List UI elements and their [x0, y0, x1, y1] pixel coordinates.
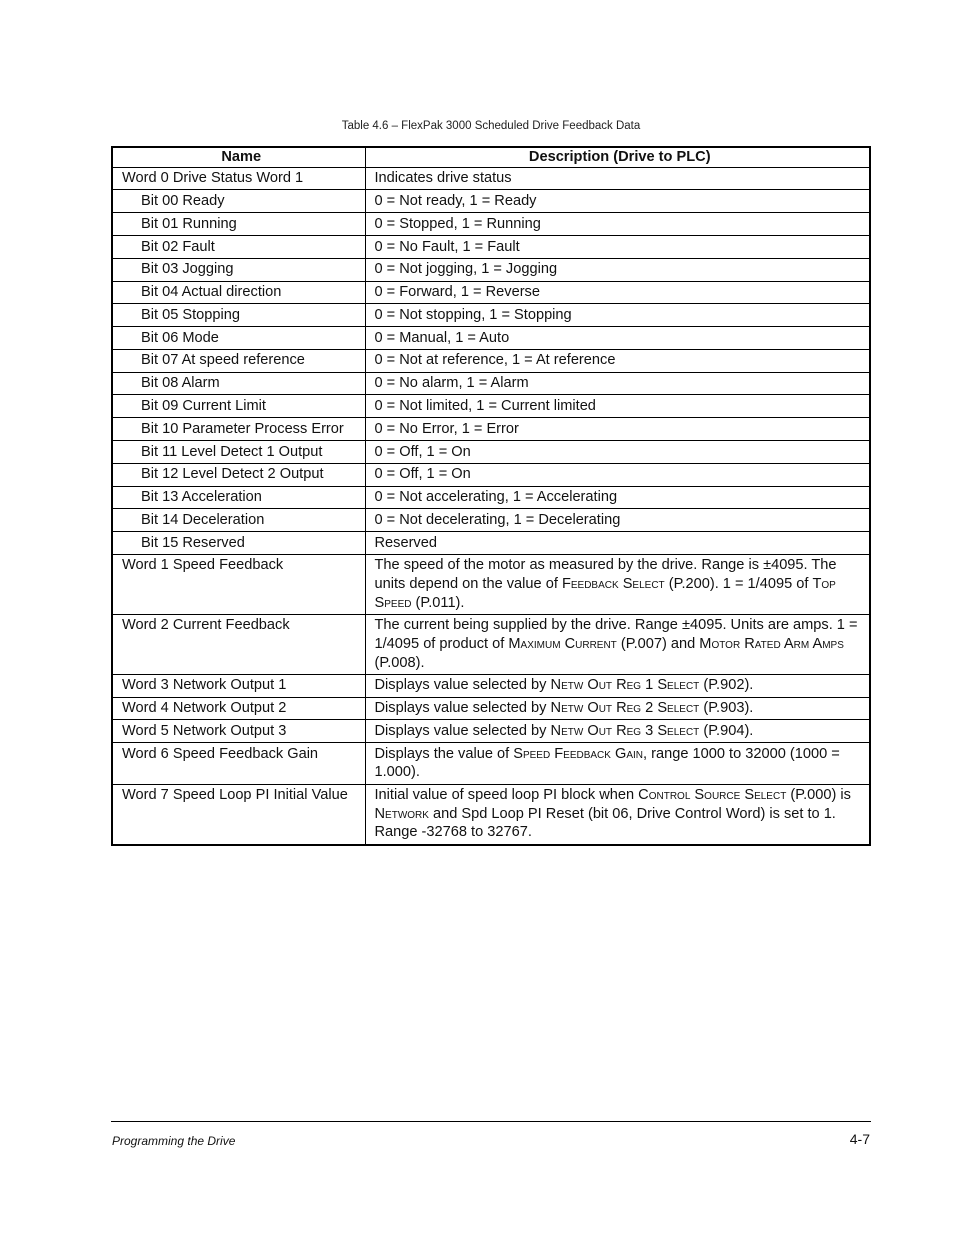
- description-text: (P.904).: [699, 722, 754, 739]
- parameter-name: Netw Out Reg: [550, 722, 642, 739]
- row-name-cell: Bit 13 Acceleration: [112, 486, 365, 509]
- description-text: 3: [641, 722, 658, 739]
- description-text: 0 = Not jogging, 1 = Jogging: [374, 261, 558, 278]
- parameter-name: Network: [374, 805, 429, 822]
- row-description-cell: [365, 167, 870, 190]
- row-name-cell: Word 6 Speed Feedback Gain: [112, 743, 365, 784]
- description-text: Displays value selected by: [374, 700, 551, 717]
- description-text: Displays the value of: [374, 745, 514, 762]
- parameter-name: Motor Rated Arm Amps: [699, 636, 844, 653]
- row-description-cell: [365, 281, 870, 304]
- description-text: 0 = No Error, 1 = Error: [374, 420, 519, 437]
- row-description-cell: [365, 395, 870, 418]
- table-row: [112, 554, 870, 614]
- row-name-cell: Bit 07 At speed reference: [112, 349, 365, 372]
- table-row: [112, 190, 870, 213]
- footer-rule: [111, 1121, 871, 1122]
- row-description-cell: [365, 614, 870, 674]
- table-row: [112, 784, 870, 844]
- description-text: 0 = No alarm, 1 = Alarm: [374, 375, 529, 392]
- description-text: Indicates drive status: [374, 170, 512, 187]
- row-name-cell: Word 3 Network Output 1: [112, 674, 365, 697]
- row-description-cell: [365, 554, 870, 614]
- row-description-cell: [365, 784, 870, 844]
- row-name-cell: Bit 01 Running: [112, 213, 365, 236]
- row-description-cell: [365, 304, 870, 327]
- description-text: Displays value selected by: [374, 677, 551, 694]
- row-description-cell: [365, 258, 870, 281]
- parameter-name: Feedback Select: [561, 576, 665, 593]
- row-description-cell: [365, 327, 870, 350]
- parameter-name: Select: [657, 722, 700, 739]
- row-name-cell: Word 4 Network Output 2: [112, 697, 365, 720]
- column-header-name: Name: [112, 147, 365, 167]
- parameter-name: Netw Out Reg: [550, 700, 642, 717]
- table-row: [112, 418, 870, 441]
- description-text: 0 = Not at reference, 1 = At reference: [374, 352, 616, 369]
- row-description-cell: [365, 532, 870, 555]
- footer-section-title: Programming the Drive: [112, 1134, 236, 1148]
- parameter-name: Speed Feedback Gain: [513, 745, 644, 762]
- table-row: [112, 614, 870, 674]
- parameter-name: Control Source Select: [638, 787, 787, 804]
- row-name-cell: Word 0 Drive Status Word 1: [112, 167, 365, 190]
- description-text: Initial value of speed loop PI block when: [374, 787, 639, 804]
- row-name-cell: Bit 08 Alarm: [112, 372, 365, 395]
- row-name-cell: Word 7 Speed Loop PI Initial Value: [112, 784, 365, 844]
- row-description-cell: [365, 674, 870, 697]
- row-description-cell: [365, 743, 870, 784]
- description-text: 1: [641, 677, 658, 694]
- description-text: Reserved: [374, 534, 437, 551]
- table-row: [112, 532, 870, 555]
- description-text: (P.011).: [411, 594, 465, 611]
- table-row: [112, 372, 870, 395]
- table-row: [112, 167, 870, 190]
- row-description-cell: [365, 509, 870, 532]
- parameter-name: Select: [657, 700, 700, 717]
- description-text: 0 = Forward, 1 = Reverse: [374, 284, 540, 301]
- table-row: [112, 486, 870, 509]
- table-row: [112, 674, 870, 697]
- description-text: (P.902).: [699, 677, 754, 694]
- row-description-cell: [365, 440, 870, 463]
- description-text: The speed of the motor as measured by the drive. Range is ±4095. The units depend on the value of: [374, 557, 837, 593]
- row-name-cell: Bit 02 Fault: [112, 235, 365, 258]
- description-text: 0 = Stopped, 1 = Running: [374, 215, 541, 232]
- row-name-cell: Bit 09 Current Limit: [112, 395, 365, 418]
- row-description-cell: [365, 418, 870, 441]
- table-row: [112, 697, 870, 720]
- description-text: 0 = No Fault, 1 = Fault: [374, 238, 520, 255]
- parameter-name: Select: [657, 677, 700, 694]
- description-text: (P.008).: [374, 654, 425, 671]
- table-header-row: [112, 147, 870, 167]
- description-text: 0 = Off, 1 = On: [374, 466, 471, 483]
- description-text: (P.000) is: [786, 787, 851, 804]
- row-description-cell: [365, 463, 870, 486]
- table-caption: Table 4.6 – FlexPak 3000 Scheduled Drive Feedback Data: [341, 120, 641, 132]
- description-text: 0 = Not ready, 1 = Ready: [374, 192, 537, 209]
- row-description-cell: [365, 720, 870, 743]
- row-name-cell: Bit 10 Parameter Process Error: [112, 418, 365, 441]
- table-row: [112, 213, 870, 236]
- description-text: , range 1000 to 32000 (1000 = 1.000).: [374, 745, 840, 781]
- table-body: [112, 167, 870, 844]
- description-text: 0 = Manual, 1 = Auto: [374, 329, 510, 346]
- table-row: [112, 327, 870, 350]
- description-text: 0 = Not decelerating, 1 = Decelerating: [374, 511, 621, 528]
- parameter-name: Netw Out Reg: [550, 677, 642, 694]
- table-row: [112, 395, 870, 418]
- description-text: 0 = Not accelerating, 1 = Accelerating: [374, 489, 618, 506]
- description-text: (P.007) and: [616, 636, 700, 653]
- description-text: (P.200). 1 = 1/4095 of: [664, 576, 813, 593]
- table-row: [112, 304, 870, 327]
- description-text: 2: [641, 700, 658, 717]
- table-row: [112, 440, 870, 463]
- row-name-cell: Word 1 Speed Feedback: [112, 554, 365, 614]
- table-row: [112, 743, 870, 784]
- parameter-name: Top Speed: [374, 576, 836, 611]
- column-header-description: Description (Drive to PLC): [365, 147, 870, 167]
- description-text: 0 = Not limited, 1 = Current limited: [374, 398, 596, 414]
- row-name-cell: Bit 05 Stopping: [112, 304, 365, 327]
- description-text: Displays value selected by: [374, 722, 551, 739]
- row-name-cell: Bit 03 Jogging: [112, 258, 365, 281]
- row-name-cell: Bit 04 Actual direction: [112, 281, 365, 304]
- footer-page-number: 4-7: [849, 1131, 870, 1147]
- row-name-cell: Bit 15 Reserved: [112, 532, 365, 555]
- row-name-cell: Bit 00 Ready: [112, 190, 365, 213]
- row-description-cell: [365, 486, 870, 509]
- row-name-cell: Bit 06 Mode: [112, 327, 365, 350]
- table-row: [112, 509, 870, 532]
- description-text: (P.903).: [699, 700, 754, 717]
- row-description-cell: [365, 349, 870, 372]
- description-text: and Spd Loop PI Reset (bit 06, Drive Control Word) is set to 1. Range -32768 to 32767.: [374, 805, 836, 841]
- table-row: [112, 463, 870, 486]
- table-row: [112, 258, 870, 281]
- table-row: [112, 281, 870, 304]
- row-description-cell: [365, 235, 870, 258]
- row-description-cell: [365, 190, 870, 213]
- table-row: [112, 349, 870, 372]
- row-description-cell: [365, 213, 870, 236]
- row-name-cell: Bit 12 Level Detect 2 Output: [112, 463, 365, 486]
- row-name-cell: Bit 14 Deceleration: [112, 509, 365, 532]
- row-description-cell: [365, 697, 870, 720]
- row-name-cell: Word 2 Current Feedback: [112, 614, 365, 674]
- parameter-name: Maximum Current: [508, 636, 617, 653]
- table-row: [112, 720, 870, 743]
- row-name-cell: Word 5 Network Output 3: [112, 720, 365, 743]
- row-description-cell: [365, 372, 870, 395]
- description-text: 0 = Not stopping, 1 = Stopping: [374, 306, 572, 323]
- description-text: The current being supplied by the drive. Range ±4095. Units are amps. 1 = 1/4095 of product of: [374, 617, 858, 653]
- drive-feedback-table: [111, 146, 871, 846]
- description-text: 0 = Off, 1 = On: [374, 443, 471, 460]
- table-row: [112, 235, 870, 258]
- row-name-cell: Bit 11 Level Detect 1 Output: [112, 440, 365, 463]
